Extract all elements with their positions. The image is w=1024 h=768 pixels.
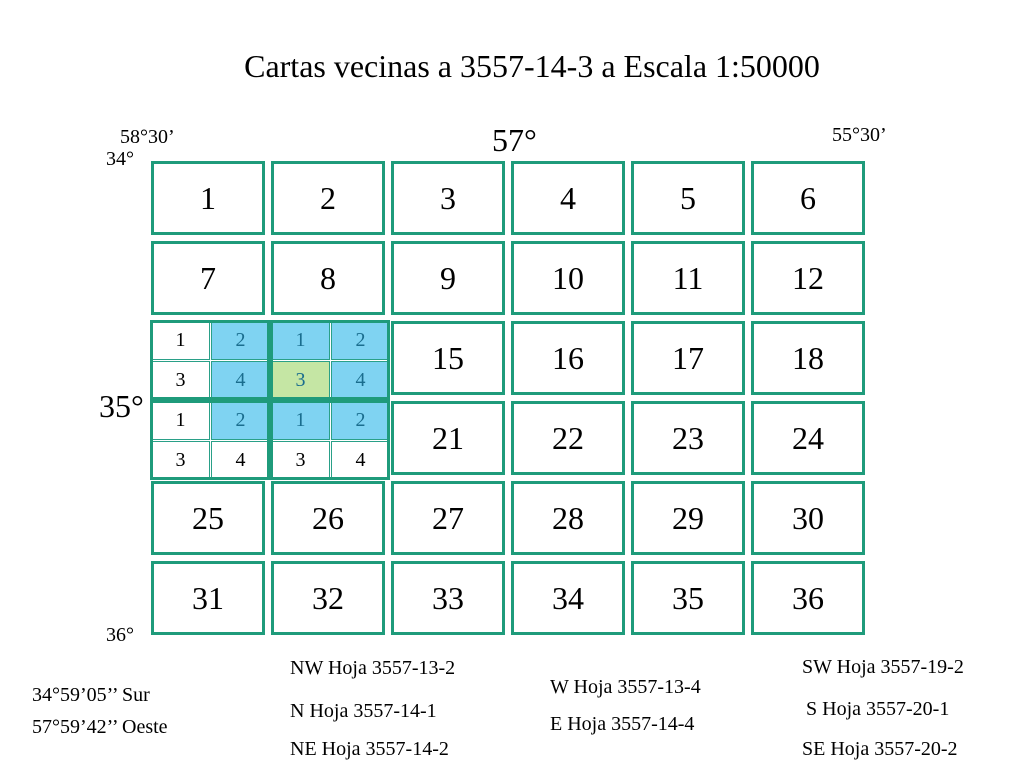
grid-cell: 16 <box>511 321 625 395</box>
subcell: 3 <box>151 441 210 480</box>
subcell: 4 <box>211 361 270 400</box>
grid-cell: 3 <box>391 161 505 235</box>
latitude-label-top: 34° <box>106 148 134 170</box>
subcell: 3 <box>271 441 330 480</box>
grid-cell: 35 <box>631 561 745 635</box>
subcell: 2 <box>331 321 390 360</box>
grid-cell: 36 <box>751 561 865 635</box>
longitude-label-west: 58°30’ <box>120 126 175 148</box>
subcell: 2 <box>211 321 270 360</box>
grid-cell: 22 <box>511 401 625 475</box>
longitude-label-center: 57° <box>492 122 537 158</box>
grid-cell: 6 <box>751 161 865 235</box>
subcell: 1 <box>271 401 330 440</box>
neighbor-e: E Hoja 3557-14-4 <box>550 713 695 735</box>
grid-cell: 12 <box>751 241 865 315</box>
neighbor-n: N Hoja 3557-14-1 <box>290 700 437 722</box>
neighbor-w: W Hoja 3557-13-4 <box>550 676 701 698</box>
coordinate-latitude: 34°59’05’’ Sur <box>32 684 150 706</box>
grid-cell: 24 <box>751 401 865 475</box>
longitude-label-east: 55°30’ <box>832 124 887 146</box>
grid-cell: 8 <box>271 241 385 315</box>
grid-cell: 26 <box>271 481 385 555</box>
neighbor-ne: NE Hoja 3557-14-2 <box>290 738 449 760</box>
subcell: 2 <box>331 401 390 440</box>
latitude-label-middle: 35° <box>99 388 144 424</box>
grid-cell: 25 <box>151 481 265 555</box>
grid-cell: 30 <box>751 481 865 555</box>
grid-cell: 31 <box>151 561 265 635</box>
subcell: 4 <box>211 441 270 480</box>
grid-cell: 32 <box>271 561 385 635</box>
neighbor-se: SE Hoja 3557-20-2 <box>802 738 958 760</box>
grid-cell: 28 <box>511 481 625 555</box>
grid-cell: 10 <box>511 241 625 315</box>
subcell-selected: 3 <box>271 361 330 400</box>
neighbor-nw: NW Hoja 3557-13-2 <box>290 657 456 679</box>
subcell: 3 <box>151 361 210 400</box>
subcell: 1 <box>271 321 330 360</box>
grid-cell: 2 <box>271 161 385 235</box>
latitude-label-bottom: 36° <box>106 624 134 646</box>
subcell: 4 <box>331 361 390 400</box>
grid-cell: 7 <box>151 241 265 315</box>
subcell: 1 <box>151 401 210 440</box>
grid-cell: 34 <box>511 561 625 635</box>
grid-cell: 33 <box>391 561 505 635</box>
grid-cell: 29 <box>631 481 745 555</box>
page-title: Cartas vecinas a 3557-14-3 a Escala 1:50000 <box>244 48 820 84</box>
grid-cell: 23 <box>631 401 745 475</box>
grid-cell: 4 <box>511 161 625 235</box>
grid-cell: 15 <box>391 321 505 395</box>
grid-cell: 11 <box>631 241 745 315</box>
grid-cell: 21 <box>391 401 505 475</box>
chart-grid <box>150 160 874 641</box>
subcell: 4 <box>331 441 390 480</box>
grid-cell: 18 <box>751 321 865 395</box>
subcell: 2 <box>211 401 270 440</box>
grid-cell: 27 <box>391 481 505 555</box>
neighbor-sw: SW Hoja 3557-19-2 <box>802 656 964 678</box>
grid-cell: 17 <box>631 321 745 395</box>
neighbor-s: S Hoja 3557-20-1 <box>806 698 950 720</box>
grid-cell: 1 <box>151 161 265 235</box>
grid-cell: 9 <box>391 241 505 315</box>
coordinate-longitude: 57°59’42’’ Oeste <box>32 716 168 738</box>
grid-cell: 5 <box>631 161 745 235</box>
subcell: 1 <box>151 321 210 360</box>
